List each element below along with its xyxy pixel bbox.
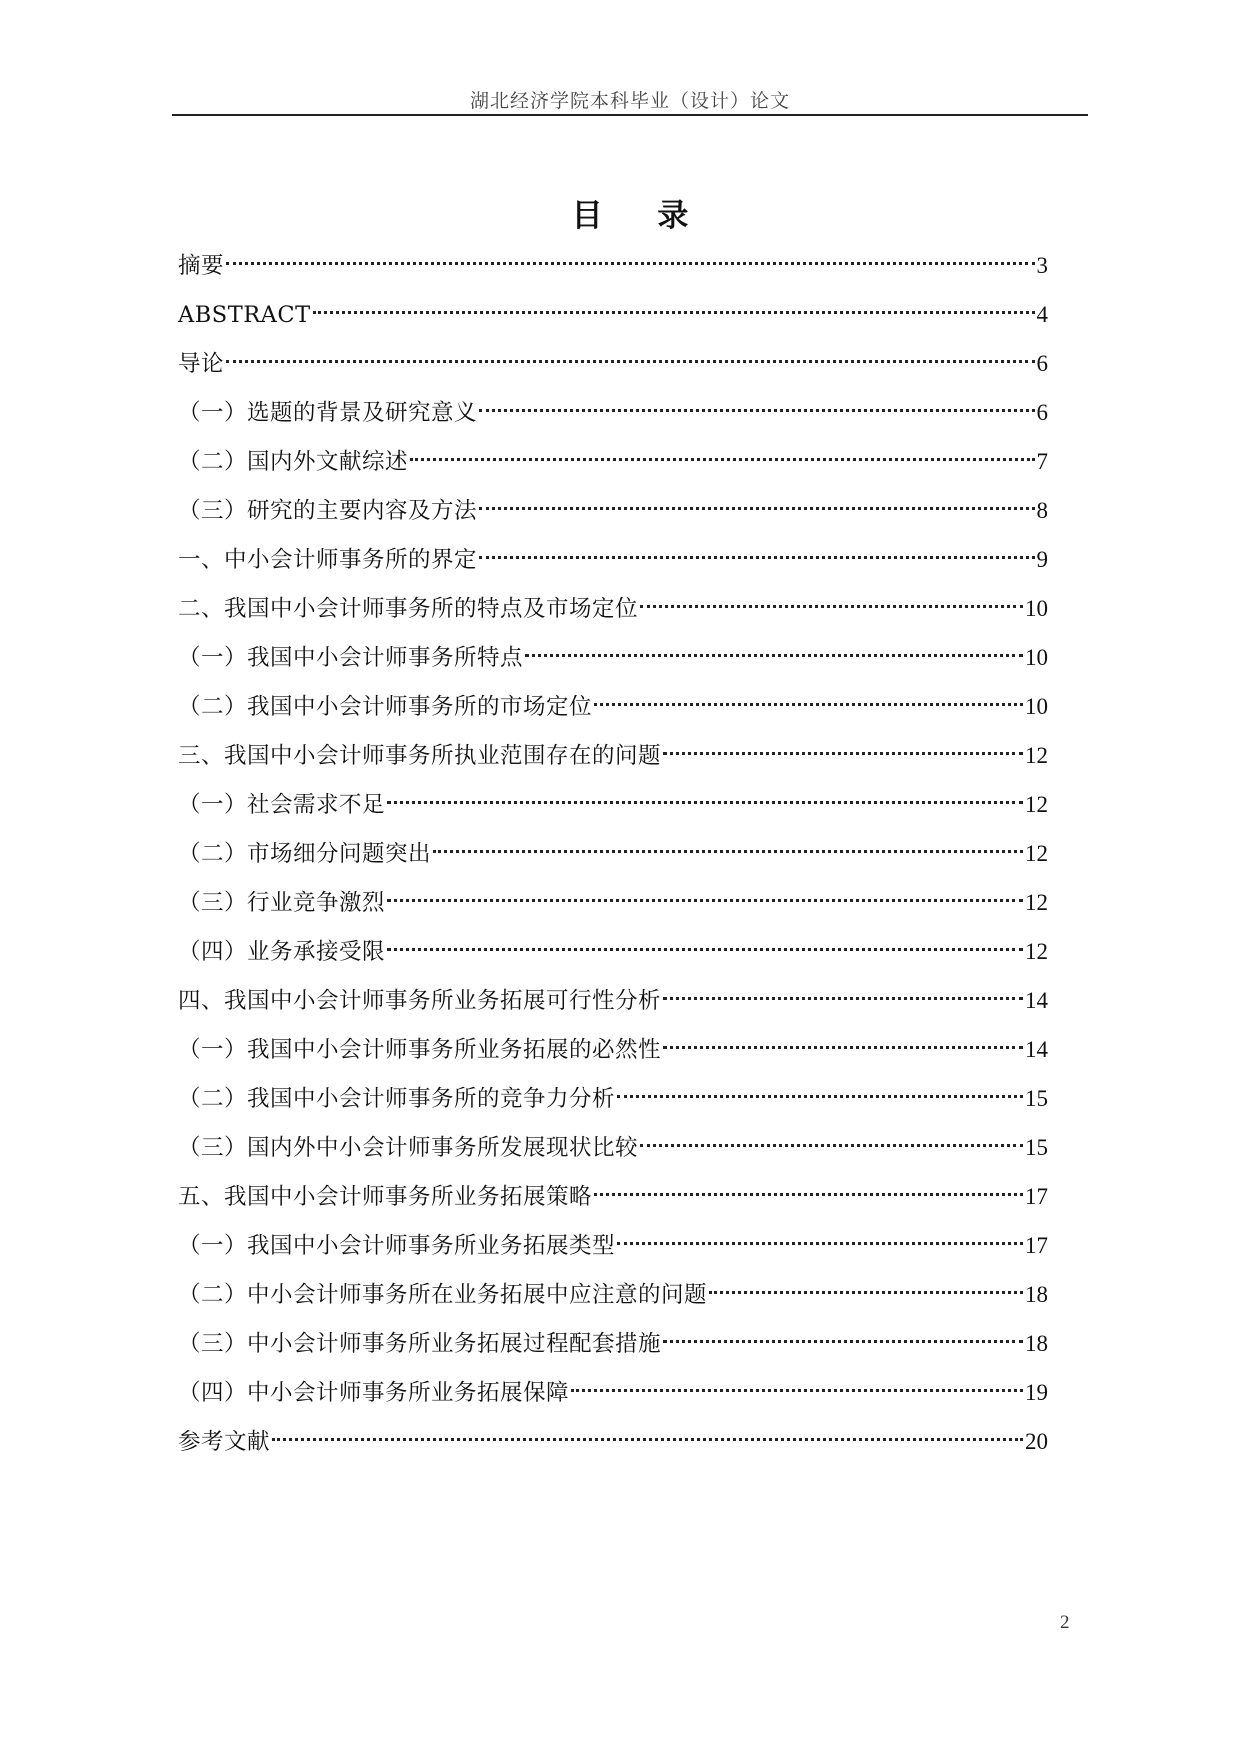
toc-dot-leader: [663, 752, 1023, 755]
toc-entry-label: （三）行业竞争激烈: [178, 890, 386, 916]
toc-entry-label: （三）中小会计师事务所业务拓展过程配套措施: [178, 1331, 662, 1357]
toc-entry-page: 3: [1036, 253, 1048, 278]
toc-dot-leader: [594, 1193, 1023, 1196]
toc-title: 目 录: [571, 198, 711, 234]
toc-dot-leader: [525, 654, 1023, 657]
toc-dot-leader: [479, 556, 1034, 559]
toc-entry-label: 摘要: [178, 253, 225, 279]
toc-entry-page: 12: [1025, 792, 1048, 817]
toc-entry[interactable]: [178, 640, 1048, 689]
toc-entry[interactable]: [178, 1375, 1048, 1424]
toc-entry-label: 导论: [178, 351, 225, 377]
toc-entry-label: （一）我国中小会计师事务所业务拓展的必然性: [178, 1037, 662, 1063]
toc-entry[interactable]: [178, 1424, 1048, 1473]
toc-entry-label: 二、我国中小会计师事务所的特点及市场定位: [178, 596, 639, 622]
toc-entry[interactable]: [178, 444, 1048, 493]
toc-entry-page: 12: [1025, 939, 1048, 964]
toc-dot-leader: [313, 311, 1035, 314]
toc-entry-page: 12: [1025, 841, 1048, 866]
toc-dot-leader: [617, 1242, 1023, 1245]
toc-entry[interactable]: [178, 591, 1048, 640]
toc-entry-label: ABSTRACT: [178, 302, 311, 328]
toc-dot-leader: [663, 1340, 1023, 1343]
toc-entry-page: 9: [1036, 547, 1048, 572]
toc-entry-page: 12: [1025, 890, 1048, 915]
toc-dot-leader: [617, 1095, 1023, 1098]
toc-entry-label: 一、中小会计师事务所的界定: [178, 547, 478, 573]
toc-entry-page: 14: [1025, 1037, 1048, 1062]
toc-entry-page: 7: [1036, 449, 1048, 474]
toc-entry[interactable]: [178, 542, 1048, 591]
toc-entry-page: 6: [1036, 351, 1048, 376]
toc-entry[interactable]: [178, 297, 1048, 346]
toc-dot-leader: [663, 997, 1023, 1000]
toc-entry-label: （四）中小会计师事务所业务拓展保障: [178, 1380, 570, 1406]
toc-entry-page: 10: [1025, 645, 1048, 670]
toc-entry-label: （三）研究的主要内容及方法: [178, 498, 478, 524]
toc-entry-label: （一）选题的背景及研究意义: [178, 400, 478, 426]
toc-dot-leader: [410, 458, 1034, 461]
toc-entry-label: （二）我国中小会计师事务所的竞争力分析: [178, 1086, 616, 1112]
toc-entry-page: 10: [1025, 694, 1048, 719]
toc-entry[interactable]: [178, 738, 1048, 787]
toc-dot-leader: [571, 1389, 1023, 1392]
toc-entry[interactable]: [178, 1228, 1048, 1277]
toc-dot-leader: [226, 262, 1034, 265]
toc-entry-label: （二）市场细分问题突出: [178, 841, 432, 867]
toc-entry-page: 10: [1025, 596, 1048, 621]
toc-dot-leader: [640, 605, 1023, 608]
toc-entry[interactable]: [178, 836, 1048, 885]
toc-dot-leader: [387, 948, 1023, 951]
toc-dot-leader: [479, 507, 1034, 510]
toc-entry[interactable]: [178, 885, 1048, 934]
toc-dot-leader: [387, 801, 1023, 804]
toc-dot-leader: [594, 703, 1023, 706]
toc-entry-label: （二）国内外文献综述: [178, 449, 409, 475]
toc-dot-leader: [709, 1291, 1023, 1294]
toc-entry-label: （三）国内外中小会计师事务所发展现状比较: [178, 1135, 639, 1161]
toc-entry-page: 17: [1025, 1184, 1048, 1209]
toc-entry-label: 参考文献: [178, 1429, 271, 1455]
toc-entry-page: 6: [1036, 400, 1048, 425]
toc-entry[interactable]: [178, 689, 1048, 738]
toc-entry-label: 四、我国中小会计师事务所业务拓展可行性分析: [178, 988, 662, 1014]
toc-entry-label: 三、我国中小会计师事务所执业范围存在的问题: [178, 743, 662, 769]
toc-entry[interactable]: [178, 1032, 1048, 1081]
toc-dot-leader: [226, 360, 1034, 363]
toc-dot-leader: [272, 1438, 1023, 1441]
toc-entry-page: 8: [1036, 498, 1048, 523]
toc-entry[interactable]: [178, 1081, 1048, 1130]
toc-entry-label: （一）社会需求不足: [178, 792, 386, 818]
toc-entry-page: 4: [1036, 302, 1048, 327]
page-number: 2: [1060, 1612, 1070, 1633]
toc-entry[interactable]: [178, 934, 1048, 983]
toc-entry[interactable]: [178, 346, 1048, 395]
toc-entry-page: 18: [1025, 1282, 1048, 1307]
table-of-contents: [178, 248, 1048, 1473]
toc-entry[interactable]: [178, 1326, 1048, 1375]
toc-entry[interactable]: [178, 1130, 1048, 1179]
toc-dot-leader: [387, 899, 1023, 902]
toc-entry-label: （二）中小会计师事务所在业务拓展中应注意的问题: [178, 1282, 708, 1308]
toc-entry-page: 20: [1025, 1429, 1048, 1454]
header-rule: [172, 114, 1088, 116]
toc-dot-leader: [433, 850, 1023, 853]
toc-entry-page: 14: [1025, 988, 1048, 1013]
toc-entry-page: 12: [1025, 743, 1048, 768]
toc-dot-leader: [640, 1144, 1023, 1147]
toc-entry-label: （一）我国中小会计师事务所业务拓展类型: [178, 1233, 616, 1259]
toc-dot-leader: [663, 1046, 1023, 1049]
toc-entry-label: （二）我国中小会计师事务所的市场定位: [178, 694, 593, 720]
toc-entry[interactable]: [178, 248, 1048, 297]
toc-entry-label: （一）我国中小会计师事务所特点: [178, 645, 524, 671]
toc-entry[interactable]: [178, 1277, 1048, 1326]
toc-dot-leader: [479, 409, 1034, 412]
toc-entry-page: 19: [1025, 1380, 1048, 1405]
toc-entry-page: 17: [1025, 1233, 1048, 1258]
toc-entry-page: 18: [1025, 1331, 1048, 1356]
toc-entry-label: 五、我国中小会计师事务所业务拓展策略: [178, 1184, 593, 1210]
toc-entry[interactable]: [178, 395, 1048, 444]
toc-entry[interactable]: [178, 983, 1048, 1032]
toc-entry[interactable]: [178, 1179, 1048, 1228]
toc-entry-page: 15: [1025, 1086, 1048, 1111]
toc-entry-label: （四）业务承接受限: [178, 939, 386, 965]
toc-entry[interactable]: [178, 493, 1048, 542]
toc-entry-page: 15: [1025, 1135, 1048, 1160]
page-header: 湖北经济学院本科毕业（设计）论文: [469, 90, 790, 112]
toc-entry[interactable]: [178, 787, 1048, 836]
